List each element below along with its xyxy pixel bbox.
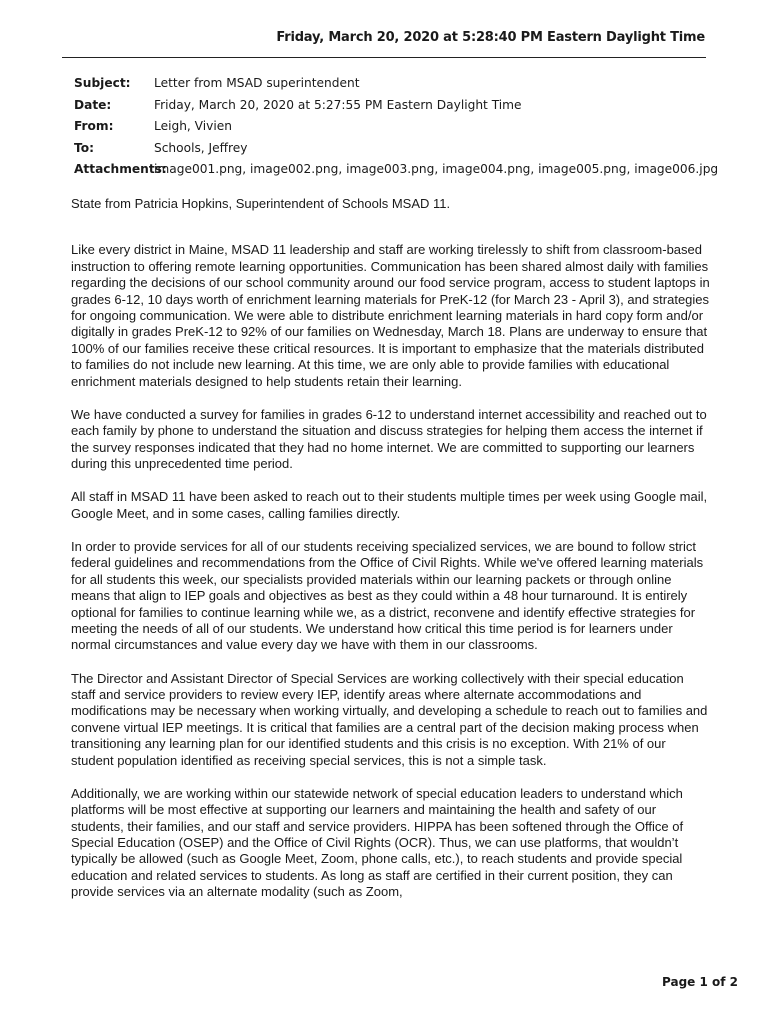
email-header: [74, 73, 718, 181]
letter-body: [71, 196, 711, 917]
from-label: From:: [74, 119, 114, 134]
date-label: Date:: [74, 97, 112, 112]
to-value: Schools, Jeffrey: [154, 140, 248, 155]
body-paragraph: Like every district in Maine, MSAD 11 leadership and staff are working tirelessly to shift from classroom-based instruction to offering remote learning opportunities. Communication has been shared almost daily with families regarding the decisions of our school community around our food service program, access to student laptops in grades 6-12, 10 days worth of enrichment learning materials for PreK-12 (for March 23 - April 3), and strategies for ongoing communication. We were able to distribute enrichment learning materials in hard copy form and/or digitally in grades PreK-12 to 92% of our families on Wednesday, March 18. Plans are underway to ensure that 100% of our families receive these critical resources. It is important to emphasize that the materials distributed to families do not include new learning. At this time, we are only able to provide families with educational enrichment materials designed to help students retain their learning.: [71, 242, 710, 389]
page-number: Page 1 of 2: [662, 975, 738, 989]
intro-paragraph: State from Patricia Hopkins, Superintendent of Schools MSAD 11.: [71, 196, 451, 211]
body-paragraph: In order to provide services for all of our students receiving specialized services, we are bound to follow strict federal guidelines and recommendations from the Office of Civil Rights. While we've offered learning materials for all students this week, our specialists provided materials within our learning packets or through online means that align to IEP goals and objectives as best as they could within a 48 hour turnaround. It is entirely optional for families to continue learning while we, as a district, reconvene and identify effective strategies for meeting the needs of all of our students. We understand how critical this time period is for learners under normal circumstances and value every day we have with them in our classrooms.: [71, 538, 704, 653]
date-row: [74, 95, 718, 117]
attachments-value: image001.png, image002.png, image003.png, image004.png, image005.png, image006.jpg: [154, 162, 719, 177]
attachments-row: [74, 159, 718, 181]
body-paragraph: The Director and Assistant Director of Special Services are working collectively with their special education staff and service providers to review every IEP, identify areas where alternate accommodations and modifications may be necessary when working virtually, and developing a schedule to reach out to families and convene virtual IEP meetings. It is critical that families are a central part of the decision making process when transitioning any learning plan for our identified students and this crisis is no exception. With 21% of our student population identified as receiving special services, this is not a simple task.: [71, 670, 708, 768]
from-row: [74, 116, 718, 138]
body-paragraph: We have conducted a survey for families in grades 6-12 to understand internet accessibility and reached out to each family by phone to understand the situation and discuss strategies for helping them access the internet if the survey responses indicated that they had no home internet. We are committed to supporting our learners during this unprecedented time period.: [71, 406, 707, 472]
to-row: [74, 138, 718, 160]
from-value: Leigh, Vivien: [154, 119, 232, 134]
subject-row: [74, 73, 718, 95]
header-divider: [62, 57, 706, 58]
date-value: Friday, March 20, 2020 at 5:27:55 PM Eastern Daylight Time: [154, 97, 522, 112]
print-timestamp: Friday, March 20, 2020 at 5:28:40 PM Eastern Daylight Time: [276, 30, 705, 45]
subject-label: Subject:: [74, 76, 131, 90]
to-label: To:: [74, 140, 94, 155]
body-paragraph: Additionally, we are working within our statewide network of special education leaders to understand which platforms will be most effective at supporting our learners and maintaining the health and safety of our students, their families, and our staff and service providers. HIPPA has been softened through the Office of Special Education (OSEP) and the Office of Civil Rights (OCR). Thus, we can use platforms, that wouldn’t typically be allowed (such as Google Meet, Zoom, phone calls, etc.), to reach students and provide special education and related services to students. As long as staff are certified in their current position, they can provide services via an alternate modality (such as Zoom,: [71, 785, 684, 900]
attachments-label: Attachments:: [74, 162, 167, 177]
body-paragraph: All staff in MSAD 11 have been asked to reach out to their students multiple times per week using Google mail, Google Meet, and in some cases, calling families directly.: [71, 489, 708, 521]
subject-value: Letter from MSAD superintendent: [154, 76, 360, 90]
